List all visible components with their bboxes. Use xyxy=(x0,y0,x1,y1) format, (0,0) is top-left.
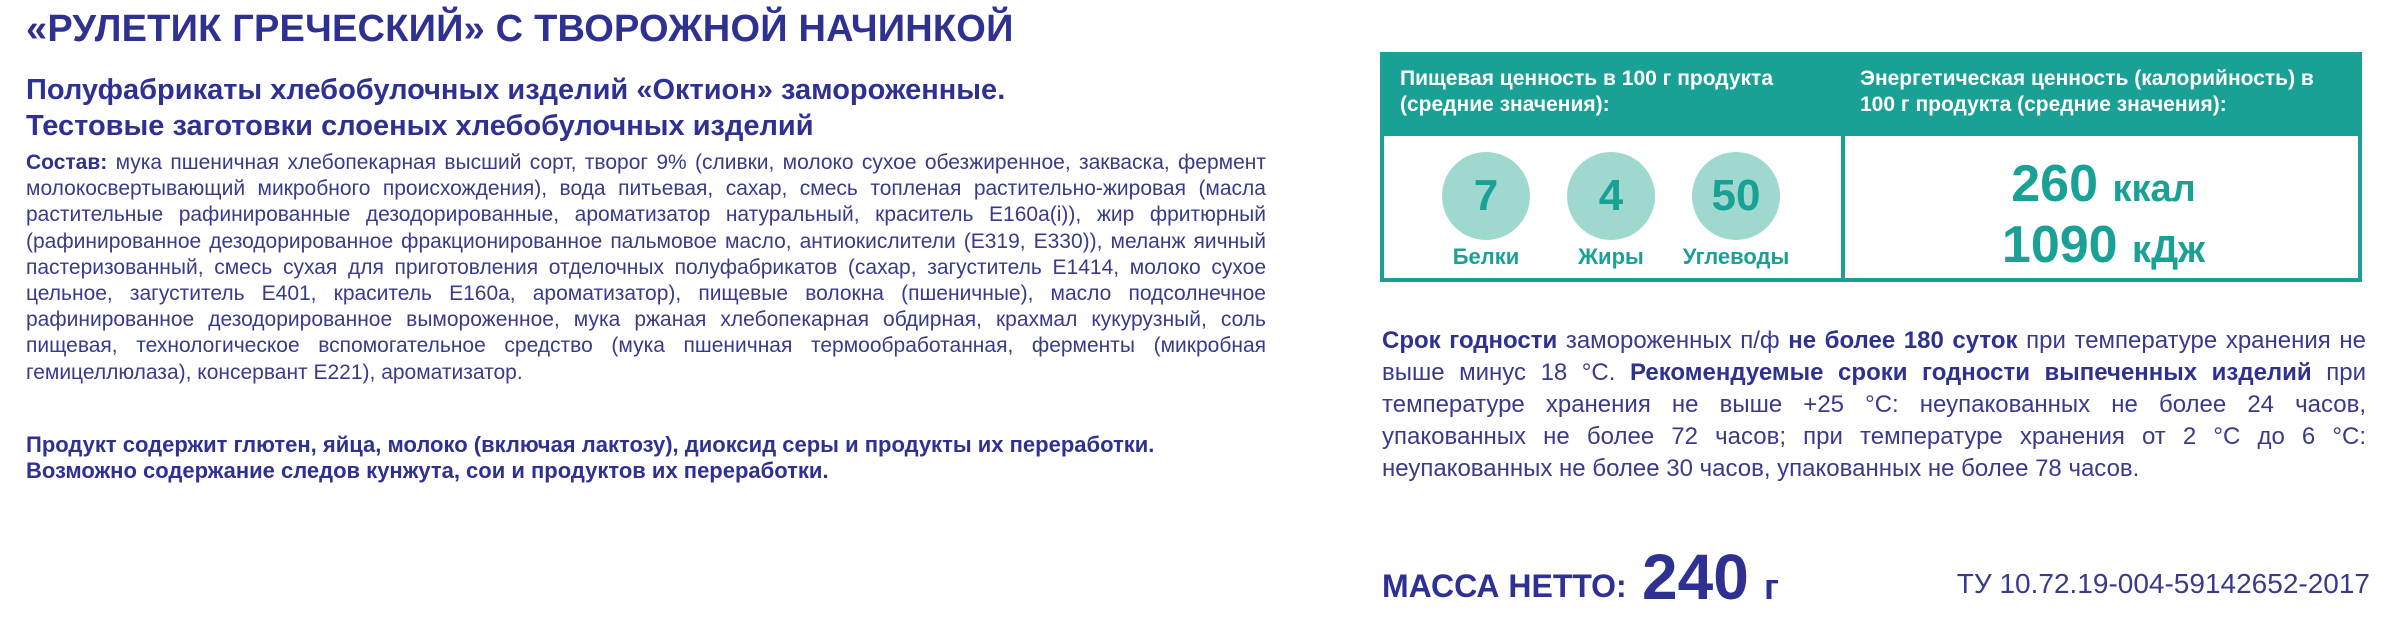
composition-text xyxy=(26,150,1266,386)
shelf-life-frozen: замороженных п/ф xyxy=(1557,327,1789,354)
carbs-circle: 50 xyxy=(1692,152,1780,240)
energy-kcal-unit: ккал xyxy=(2112,168,2196,210)
net-weight-label: МАССА НЕТТО: xyxy=(1382,568,1627,604)
allergen-info xyxy=(26,432,1286,484)
allergen-contains: Продукт содержит глютен, яйца, молоко (включая лактозу), диоксид серы и продукты их переработки. xyxy=(26,432,1155,457)
shelf-life-label: Срок годности xyxy=(1382,327,1558,354)
nutrition-header xyxy=(1384,56,2358,136)
energy-kcal xyxy=(1845,156,2362,217)
composition-label: Состав: xyxy=(26,151,108,174)
energy-kj xyxy=(1845,217,2362,278)
fat-circle: 4 xyxy=(1567,152,1655,240)
protein-label: Белки xyxy=(1452,244,1520,269)
fat-label: Жиры xyxy=(1578,244,1644,269)
subtitle-line-1: Полуфабрикаты хлебобулочных изделий «Октион» замороженные. xyxy=(26,74,1006,106)
shelf-life-baked-label: Рекомендуемые сроки годности выпеченных изделий xyxy=(1629,359,2312,386)
shelf-life-baked-terms: при температуре хранения не выше +25 °C: неупакованных не более 24 часов, упакованных не более 72 часов; при температуре хранения от 2 °C до 6 °C: неупакованных не более 30 часов, упакованных не более 78 часов. xyxy=(1382,359,2366,482)
nutrition-header-left: Пищевая ценность в 100 г продукта (средние значения): xyxy=(1400,67,1774,116)
protein-circle: 7 xyxy=(1442,152,1530,240)
energy-kj-unit: кДж xyxy=(2132,229,2206,271)
energy-value-block xyxy=(1845,156,2362,278)
nutrition-panel xyxy=(1380,52,2362,282)
net-weight-value: 240 xyxy=(1642,541,1749,613)
nutrition-header-right: Энергетическая ценность (калорийность) в 100 г продукта (средние значения): xyxy=(1860,67,2314,116)
net-weight-unit: г xyxy=(1764,566,1779,607)
shelf-life-text xyxy=(1382,325,2366,485)
product-title: «РУЛЕТИК ГРЕЧЕСКИЙ» С ТВОРОЖНОЙ НАЧИНКОЙ xyxy=(26,8,1014,50)
energy-kcal-value: 260 xyxy=(2011,155,2098,213)
shelf-life-temp: при температуре хранения не выше минус 18 °C. xyxy=(1382,327,2366,386)
subtitle-line-2: Тестовые заготовки слоеных хлебобулочных изделий xyxy=(26,110,814,142)
product-subtitle xyxy=(26,72,1276,144)
energy-kj-value: 1090 xyxy=(2001,216,2118,274)
shelf-life-max: не более 180 суток xyxy=(1788,327,2018,354)
technical-standard: ТУ 10.72.19-004-59142652-2017 xyxy=(1956,568,2370,599)
composition-ingredients: мука пшеничная хлебопекарная высший сорт, творог 9% (сливки, молоко сухое обезжиренное, закваска, фермент молокосвертывающий микробного происхождения), вода питьевая, сахар, смесь топленая растительно-жировая (масла растительные рафинированные дезодорированные, ароматизатор натуральный, краситель E160a(i)), жир фритюрный (рафинированное дезодорированное фракционированное пальмовое масло, антиокислители (E319, E330)), меланж яичный пастеризованный, смесь сухая для приготовления отделочных полуфабрикатов (сахар, загуститель E1414, молоко сухое цельное, загуститель E401, краситель E160a, ароматизатор), пищевые волокна (пшеничные), масло подсолнечное рафинированное дезодорированное вымороженное, мука ржаная хлебопекарная обдирная, крахмал кукурузный, соль пищевая, технологическое вспомогательное средство (мука пшеничная термообработанная, ферменты (микробная гемицеллюлаза), консервант E221), ароматизатор. xyxy=(26,151,1266,384)
allergen-traces: Возможно содержание следов кунжута, сои и продуктов их переработки. xyxy=(26,458,829,483)
carbs-label: Углеводы xyxy=(1682,244,1790,269)
